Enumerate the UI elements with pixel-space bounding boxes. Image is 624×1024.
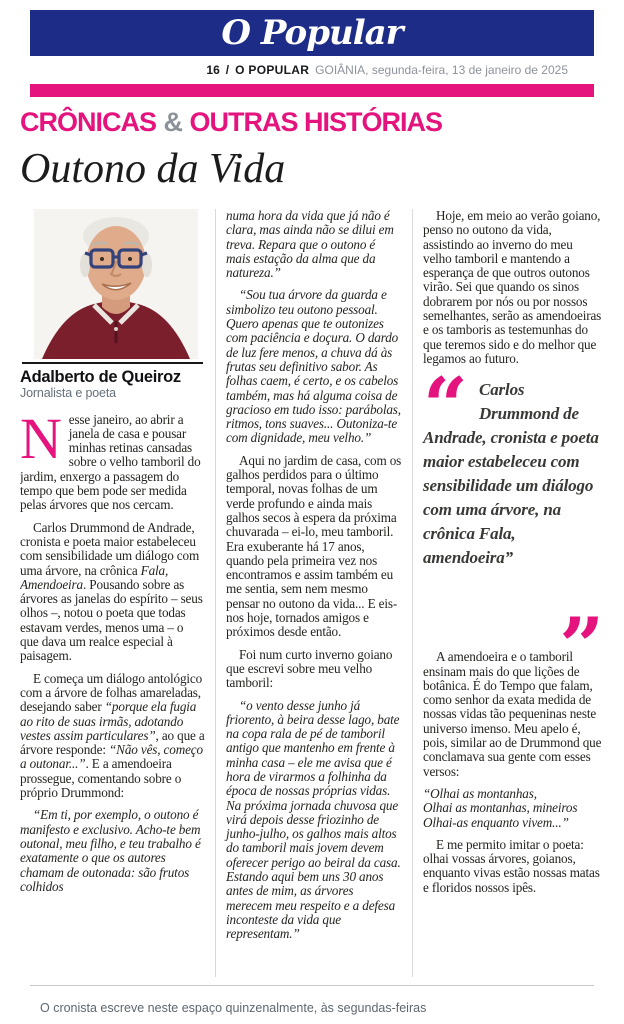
verse-line: Olhai-as enquanto vivem...” — [423, 814, 569, 830]
paragraph — [20, 672, 205, 801]
paragraph-quote: “Sou tua árvore da guarda e simbolizo teu outono pessoal. Quero apenas que te outonizes com paciência e doçura. O dardo de luz fere menos, a chuva dá às frutas seu definitivo sabor. As folhas caem, é certo, e os cabelos também, mas há alguma coisa de gracioso em tudo isso: parábolas, ritmos, tons suaves... Outoniza-te com dignidade, meu velho.” — [226, 287, 401, 446]
open-quote-icon: “ — [423, 361, 468, 453]
author-photo — [34, 209, 198, 359]
column-3 — [412, 209, 604, 977]
byline-rule — [22, 362, 203, 364]
paragraph-lead — [20, 405, 205, 513]
text-run-italic: Fala, Amendoeira — [20, 562, 169, 592]
text-run: Carlos Drummond de Andrade, cronista e poeta maior estabeleceu com sensibilidade um diálogo com uma árvore, na crônica — [20, 519, 200, 578]
paragraph: E me permito imitar o poeta: olhai vossas árvores, goianos, enquanto vivas estão nossas matas e floridos nossos ipês. — [423, 836, 600, 895]
paragraph: Hoje, em meio ao verão goiano, penso no outono da vida, assistindo ao inverno do meu velho tamboril e mantendo a esperança de que outros outonos virão. Sei que quando os sinos dobrarem por nós ou por nossos semelhantes, serão as amendoeiras e os tamboris as testemunhas do que teremos sido e do melhor que legamos ao futuro. — [423, 209, 602, 366]
text-run: esse janeiro, ao abrir a janela de casa e pousar minhas retinas cansadas sobre o velho tamboril do jardim, enxergo a passagem do tempo que bem pode ser medida pelas árvores que nos cercam. — [20, 411, 201, 513]
author-role: Jornalista e poeta — [20, 386, 116, 401]
paragraph-quote: numa hora da vida que já não é clara, mas ainda não se dilui em treva. Repara que o outono é mais estação da alma que da natureza.” — [226, 209, 394, 281]
paragraph: Foi num curto inverno goiano que escrevi sobre meu velho tamboril: — [226, 646, 393, 691]
verse-line: Olhai as montanhas, mineiros — [423, 800, 578, 816]
author-block — [20, 209, 205, 401]
paper-name: O POPULAR — [235, 63, 310, 77]
text-run: E começa um diálogo antológico com a árvore de folhas amareladas, desejando saber — [20, 670, 203, 715]
text-run: . Pousando sobre as árvores as janelas do espírito – seus olhos –, notou o poeta que todas estavam verdes, menos uma – o que dava um realce especial à paisagem. — [20, 576, 203, 664]
author-name: Adalberto de Queiroz — [20, 368, 181, 386]
close-quote-icon: ” — [559, 601, 604, 693]
text-run-italic: “Não vês, começo a outonar...” — [20, 742, 203, 772]
dateline — [30, 63, 594, 79]
footer-rule — [30, 985, 594, 986]
pull-quote — [423, 361, 604, 693]
paragraph-quote: “o vento desse junho já friorento, à beira desse lago, bate na copa rala de pé de tamboril antigo que mantenho em frente à minha casa – ele me avisa que é hora de virarmos a folhinha da época de nossas próprias vidas. Na próxima jornada chuvosa que virá depois desse friozinho de junho-julho, os galhos mais altos do tamboril mais jovem devem oferecer perigo ao beiral da casa. Estando aqui bem uns 30 anos antes de mim, as árvores merecem meu respeito e a defesa inconteste da vida que representam.” — [226, 697, 401, 942]
edition-date: GOIÂNIA, segunda-feira, 13 de janeiro de 2025 — [315, 63, 568, 77]
article-title: Outono da Vida — [20, 146, 286, 192]
footer-note: O cronista escreve neste espaço quinzenalmente, às segundas-feiras — [40, 1001, 427, 1015]
page-number: 16 — [206, 63, 220, 77]
text-run: , ao que a árvore responde: — [20, 727, 205, 758]
text-run-italic: “porque ela fugia ao rito de suas irmãs, adotando vestes assim particulares” — [20, 699, 197, 743]
section-title-part1: CRÔNICAS — [20, 107, 157, 137]
dropcap: N — [20, 405, 62, 471]
text-run: . E a amendoeira prossegue, comentando sobre o próprio Drummond: — [20, 756, 182, 801]
paragraph-quote: “Em ti, por exemplo, o outono é manifesto e exclusivo. Acho-te bem outonal, meu filho, e teu trabalho é exatamente o que os autores chamam de outonada: são frutos colhidos — [20, 807, 201, 894]
paragraph: Aqui no jardim de casa, com os galhos perdidos para o último temporal, novas folhas de um verde profundo e ainda mais galhos secos à espera da próxima chuvarada – ei-lo, meu tamboril. Era exuberante há 17 anos, quando pela primeira vez nos encontramos e assim também eu me sentia, sem nem mesmo pensar no outono da vida... E eis-nos hoje, tornados amigos e próximos desde então. — [226, 452, 402, 640]
column-1 — [20, 209, 215, 977]
section-title — [20, 107, 624, 137]
section-divider-bar — [30, 84, 594, 97]
masthead-title: O Popular — [221, 13, 403, 53]
dateline-separator: / — [225, 63, 230, 77]
section-title-part2: OUTRAS HISTÓRIAS — [189, 107, 443, 137]
paragraph — [20, 521, 205, 664]
article-columns — [20, 209, 604, 977]
column-2 — [215, 209, 412, 977]
verse-line: “Olhai as montanhas, — [423, 785, 537, 801]
pull-quote-text: Carlos Drummond de Andrade, cronista e poeta maior estabeleceu com sensibilidade um diálogo com uma árvore, na crônica Fala, amendoeira” — [423, 380, 599, 568]
masthead-banner — [30, 10, 594, 56]
section-title-ampersand: & — [163, 107, 183, 137]
verse-block — [423, 787, 604, 830]
paragraph: A amendoeira e o tamboril ensinam mais do que lições de botânica. É do Tempo que falam, como senhor da exata medida de nossas vidas tão pequeninas neste universo imenso. Meu apelo é, pois, similar ao de Drummond que conclamava sua gente com esses versos: — [423, 649, 602, 779]
